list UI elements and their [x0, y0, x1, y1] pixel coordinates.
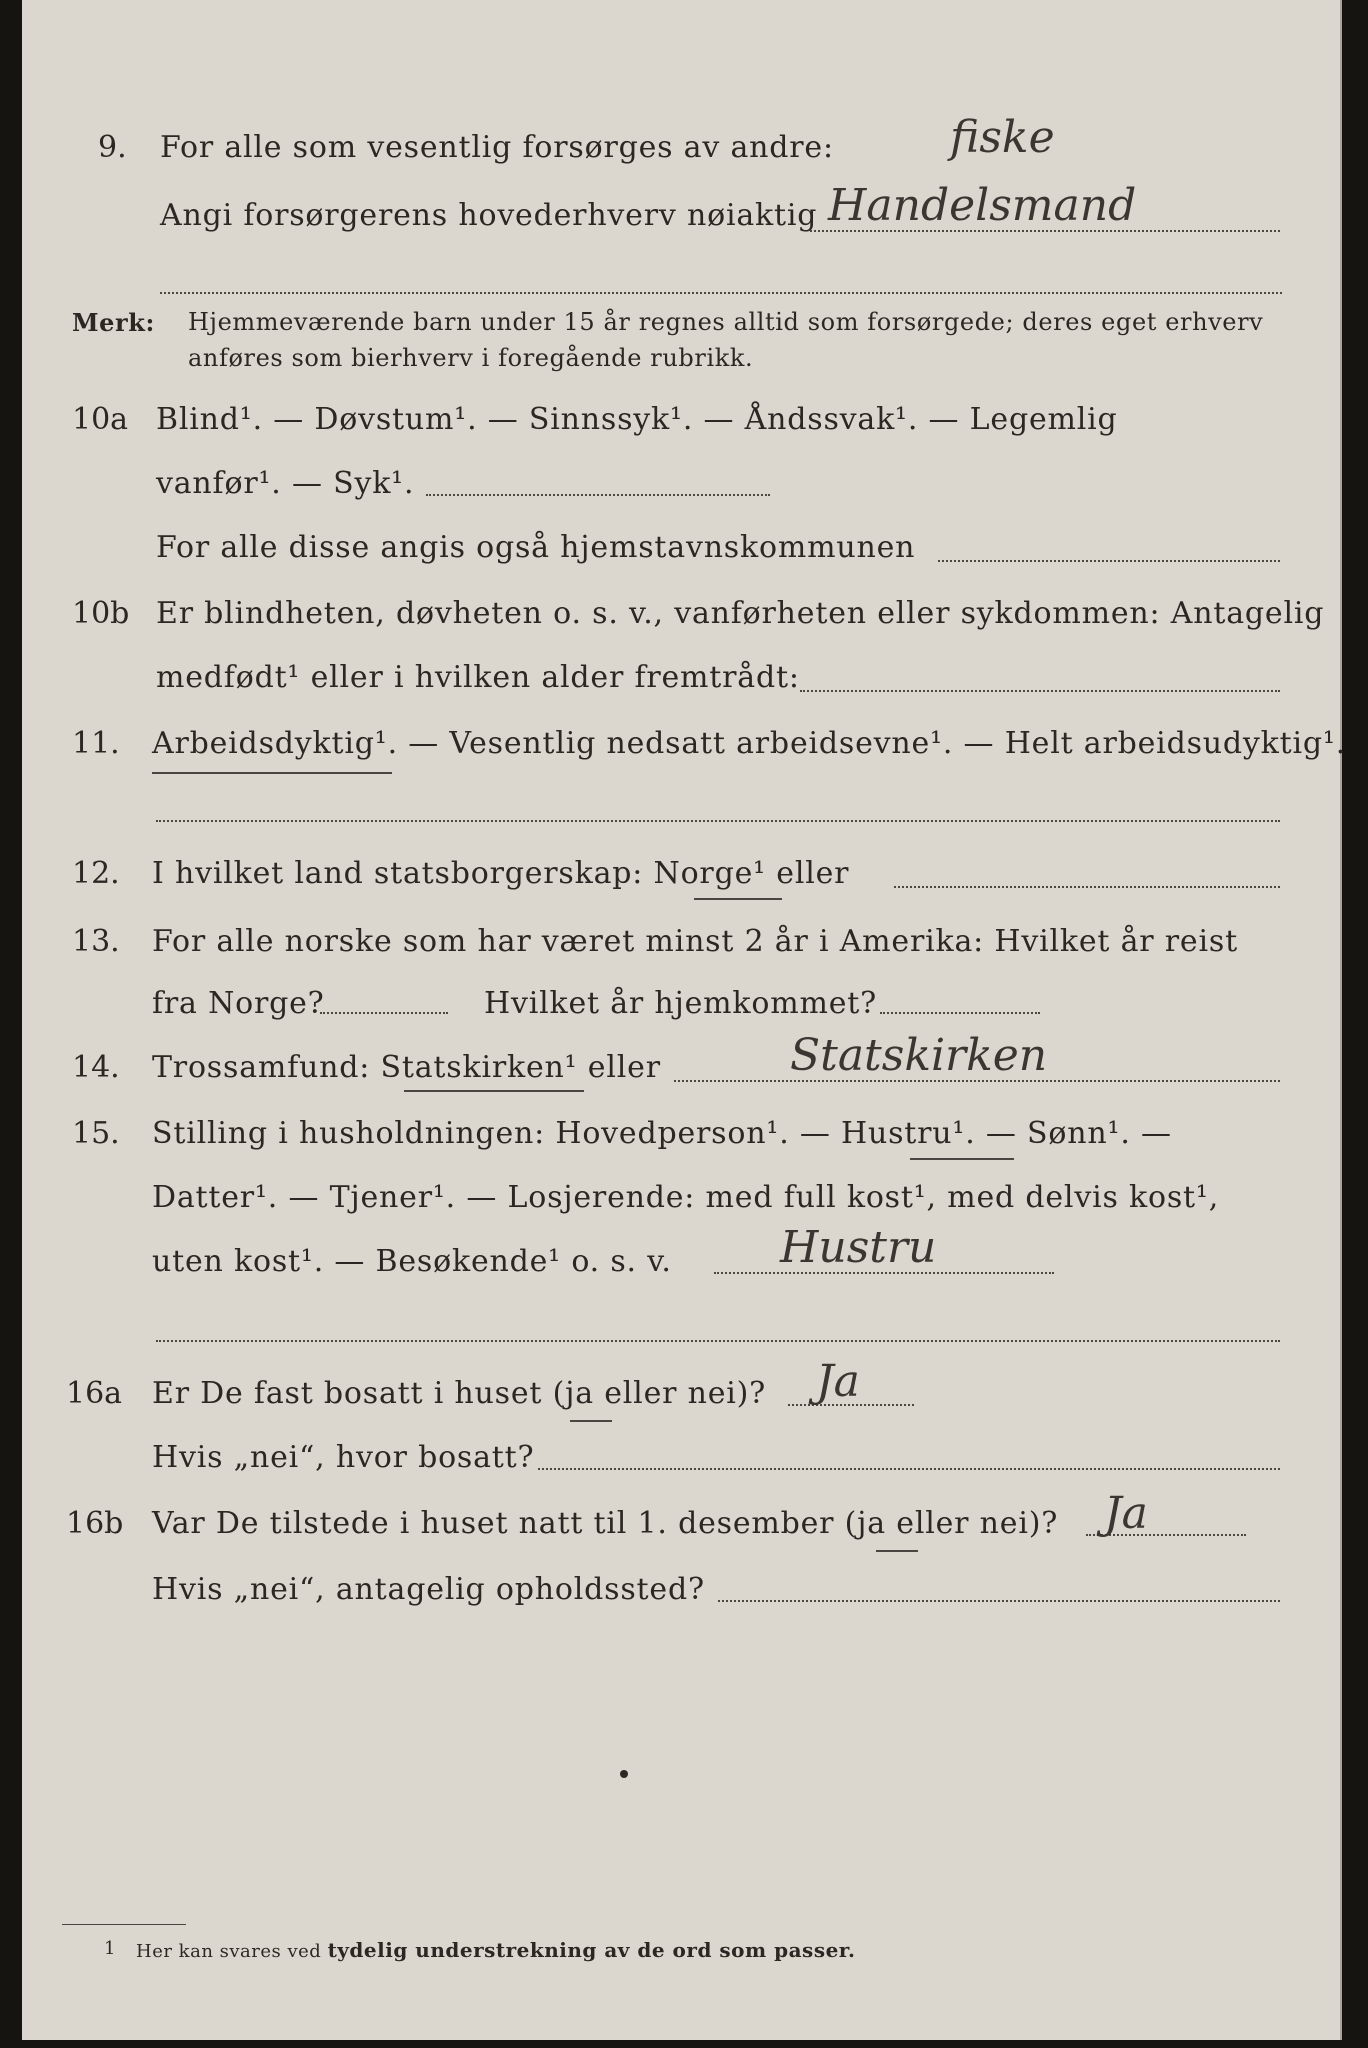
q10b-line1: Er blindheten, døvheten o. s. v., vanførheten eller sykdommen: Antagelig [156, 596, 1325, 631]
q9-line2: Angi forsørgerens hovederhverv nøiaktig [160, 198, 818, 233]
q11-number: 11. [72, 726, 120, 761]
q13-line1: For alle norske som har været minst 2 år i Amerika: Hvilket år reist [152, 924, 1238, 959]
q16b-number: 16b [66, 1506, 124, 1541]
q15-number: 15. [72, 1116, 120, 1151]
q12-number: 12. [72, 856, 120, 891]
q12-line1: I hvilket land statsborgerskap: Norge¹ eller [152, 856, 850, 891]
q11-underline-mark [152, 772, 392, 774]
q11-line1: Arbeidsdyktig¹. — Vesentlig nedsatt arbeidsevne¹. — Helt arbeidsudyktig¹. [152, 726, 1347, 761]
q16a-number: 16a [66, 1376, 123, 1411]
q10b-line2: medfødt¹ eller i hvilken alder fremtrådt: [156, 660, 800, 695]
q9-extra-line [160, 292, 1282, 294]
q13-hjemkommet-line [880, 1012, 1040, 1014]
q9-handwriting-1: fiske [950, 112, 1055, 163]
q14-number: 14. [72, 1050, 120, 1085]
q16a-ja-underline [570, 1420, 612, 1422]
q9-number: 9. [98, 130, 127, 165]
q15-line3: uten kost¹. — Besøkende¹ o. s. v. [152, 1244, 672, 1279]
q15-hustru-underline [910, 1158, 1014, 1160]
merk-line2: anføres som bierhverv i foregående rubrikk. [188, 344, 754, 372]
q10a-line3: For alle disse angis også hjemstavnskommunen [156, 530, 916, 565]
q10a-line2: vanfør¹. — Syk¹. [156, 466, 415, 501]
footnote-rule [62, 1924, 186, 1925]
q12-answer-line [894, 886, 1280, 888]
footnote-text-b: tydelig understrekning av de ord som passer. [327, 1938, 856, 1962]
merk-label: Merk: [72, 308, 155, 337]
q12-norge-underline [694, 898, 782, 900]
q13-reist-line [320, 1012, 448, 1014]
q10a-number: 10a [72, 402, 129, 437]
q10a-line1: Blind¹. — Døvstum¹. — Sinnssyk¹. — Åndssvak¹. — Legemlig [156, 402, 1118, 437]
q10a-hjemstavn-line [938, 560, 1280, 562]
q16b-opholdssted-line [718, 1600, 1280, 1602]
q16a-bosatt-line [538, 1468, 1280, 1470]
q13-number: 13. [72, 924, 120, 959]
q10a-answer-line [426, 494, 770, 496]
footnote-text [136, 1938, 855, 1962]
q14-handwriting: Statskirken [790, 1030, 1048, 1081]
q16b-handwriting: Ja [1104, 1488, 1148, 1539]
q15-extra-line [156, 1340, 1280, 1342]
q13-line2b: Hvilket år hjemkommet? [484, 986, 878, 1021]
q16a-line1: Er De fast bosatt i huset (ja eller nei)? [152, 1376, 767, 1411]
q15-handwriting: Hustru [780, 1222, 937, 1273]
q16b-ja-underline [876, 1550, 918, 1552]
q16b-line1: Var De tilstede i huset natt til 1. desember (ja eller nei)? [152, 1506, 1059, 1541]
q14-line1: Trossamfund: Statskirken¹ eller [152, 1050, 661, 1085]
q13-line2a: fra Norge? [152, 986, 325, 1021]
q15-line1: Stilling i husholdningen: Hovedperson¹. — Hustru¹. — Sønn¹. — [152, 1116, 1172, 1151]
q16a-line2: Hvis „nei“, hvor bosatt? [152, 1440, 535, 1475]
q15-line2: Datter¹. — Tjener¹. — Losjerende: med full kost¹, med delvis kost¹, [152, 1180, 1220, 1215]
q16b-line2: Hvis „nei“, antagelig opholdssted? [152, 1572, 705, 1607]
footnote-mark: 1 [104, 1938, 116, 1959]
q10b-number: 10b [72, 596, 130, 631]
footnote-text-a: Her kan svares ved [136, 1941, 328, 1962]
q14-statskirken-underline [404, 1090, 584, 1092]
q9-handwriting-2: Handelsmand [828, 180, 1137, 231]
q16a-handwriting: Ja [816, 1356, 860, 1407]
q10b-answer-line [800, 690, 1280, 692]
q9-line1: For alle som vesentlig forsørges av andre: [160, 130, 834, 165]
ink-dot [620, 1770, 628, 1778]
q11-answer-line [156, 820, 1280, 822]
merk-line1: Hjemmeværende barn under 15 år regnes alltid som forsørgede; deres eget erhverv [188, 308, 1264, 336]
